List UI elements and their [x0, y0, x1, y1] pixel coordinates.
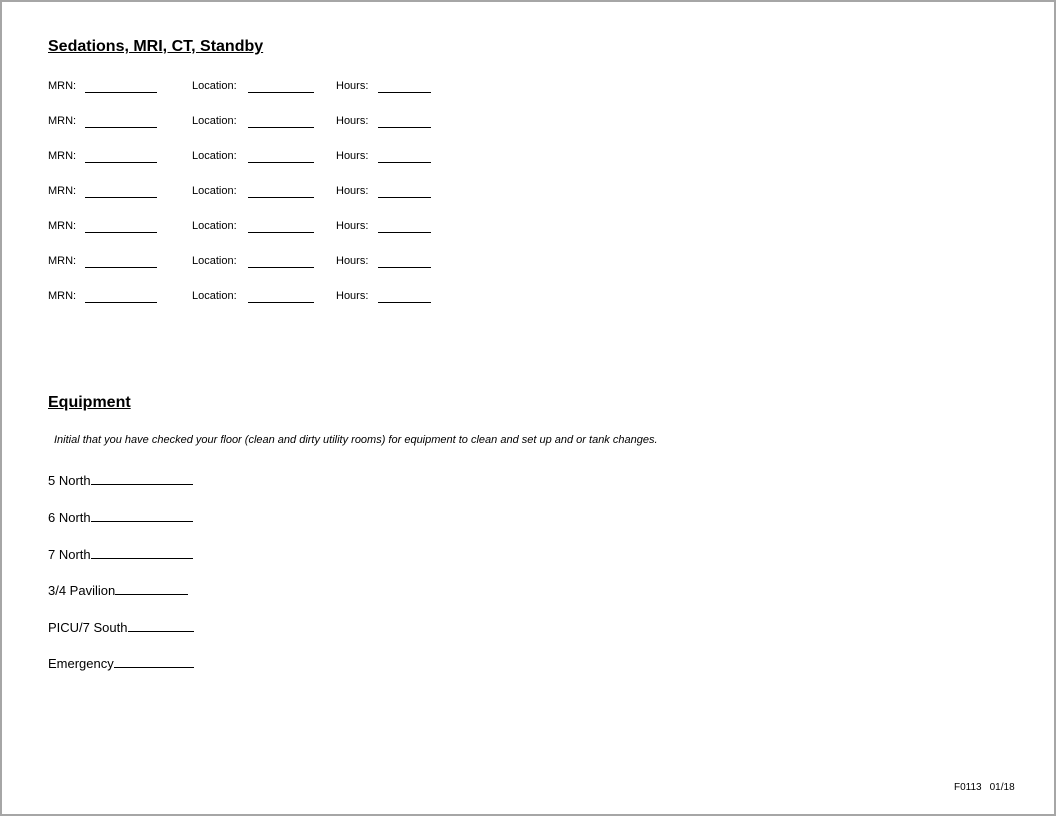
location-field[interactable]	[248, 127, 314, 128]
mrn-label: MRN:	[48, 185, 77, 197]
mrn-label: MRN:	[48, 150, 77, 162]
mrn-field[interactable]	[85, 197, 157, 198]
form-code	[954, 782, 1023, 793]
equipment-item-label: Emergency	[48, 656, 114, 671]
hours-label: Hours:	[336, 80, 369, 92]
sedation-entry-row	[48, 115, 468, 131]
sedations-section-title: Sedations, MRI, CT, Standby	[48, 38, 264, 55]
hours-label: Hours:	[336, 220, 369, 232]
location-field[interactable]	[248, 232, 314, 233]
location-label: Location:	[192, 220, 237, 232]
hours-label: Hours:	[336, 255, 369, 267]
form-number: F0113	[954, 782, 982, 793]
equipment-initial-field[interactable]	[91, 507, 193, 522]
equipment-item-row	[48, 580, 188, 598]
equipment-initial-field[interactable]	[128, 617, 194, 632]
location-field[interactable]	[248, 197, 314, 198]
location-label: Location:	[192, 255, 237, 267]
mrn-field[interactable]	[85, 92, 157, 93]
location-field[interactable]	[248, 267, 314, 268]
sedation-entry-row	[48, 290, 468, 306]
hours-label: Hours:	[336, 150, 369, 162]
equipment-item-row	[48, 507, 193, 525]
hours-field[interactable]	[378, 92, 431, 93]
equipment-item-label: PICU/7 South	[48, 620, 128, 635]
mrn-label: MRN:	[48, 290, 77, 302]
equipment-item-label: 3/4 Pavilion	[48, 583, 116, 598]
location-label: Location:	[192, 80, 237, 92]
equipment-section-title: Equipment	[48, 394, 131, 411]
location-label: Location:	[192, 115, 237, 127]
sedation-entry-row	[48, 150, 468, 166]
sedation-entry-row	[48, 255, 468, 271]
sedation-entry-row	[48, 80, 468, 96]
equipment-item-row	[48, 653, 194, 671]
mrn-field[interactable]	[85, 162, 157, 163]
equipment-initial-field[interactable]	[91, 544, 193, 559]
location-field[interactable]	[248, 92, 314, 93]
equipment-instruction: Initial that you have checked your floor (clean and dirty utility rooms) for equipment to clean and set up and or tank changes.	[54, 434, 658, 446]
mrn-label: MRN:	[48, 115, 77, 127]
hours-label: Hours:	[336, 290, 369, 302]
sedation-entry-row	[48, 185, 468, 201]
hours-label: Hours:	[336, 185, 369, 197]
hours-field[interactable]	[378, 267, 431, 268]
mrn-label: MRN:	[48, 220, 77, 232]
mrn-field[interactable]	[85, 302, 157, 303]
hours-field[interactable]	[378, 302, 431, 303]
location-field[interactable]	[248, 162, 314, 163]
sedation-entry-row	[48, 220, 468, 236]
mrn-field[interactable]	[85, 127, 157, 128]
mrn-label: MRN:	[48, 255, 77, 267]
equipment-initial-field[interactable]	[91, 470, 193, 485]
equipment-item-label: 5 North	[48, 473, 91, 488]
mrn-field[interactable]	[85, 267, 157, 268]
hours-field[interactable]	[378, 127, 431, 128]
mrn-label: MRN:	[48, 80, 77, 92]
hours-field[interactable]	[378, 162, 431, 163]
equipment-item-label: 6 North	[48, 510, 91, 525]
mrn-field[interactable]	[85, 232, 157, 233]
equipment-initial-field[interactable]	[115, 580, 188, 595]
equipment-initial-field[interactable]	[114, 653, 194, 668]
location-label: Location:	[192, 290, 237, 302]
hours-label: Hours:	[336, 115, 369, 127]
equipment-item-row	[48, 617, 194, 635]
location-label: Location:	[192, 150, 237, 162]
form-revision: 01/18	[989, 782, 1015, 793]
hours-field[interactable]	[378, 232, 431, 233]
equipment-item-row	[48, 470, 193, 488]
equipment-item-row	[48, 544, 193, 562]
hours-field[interactable]	[378, 197, 431, 198]
location-field[interactable]	[248, 302, 314, 303]
location-label: Location:	[192, 185, 237, 197]
equipment-item-label: 7 North	[48, 547, 91, 562]
